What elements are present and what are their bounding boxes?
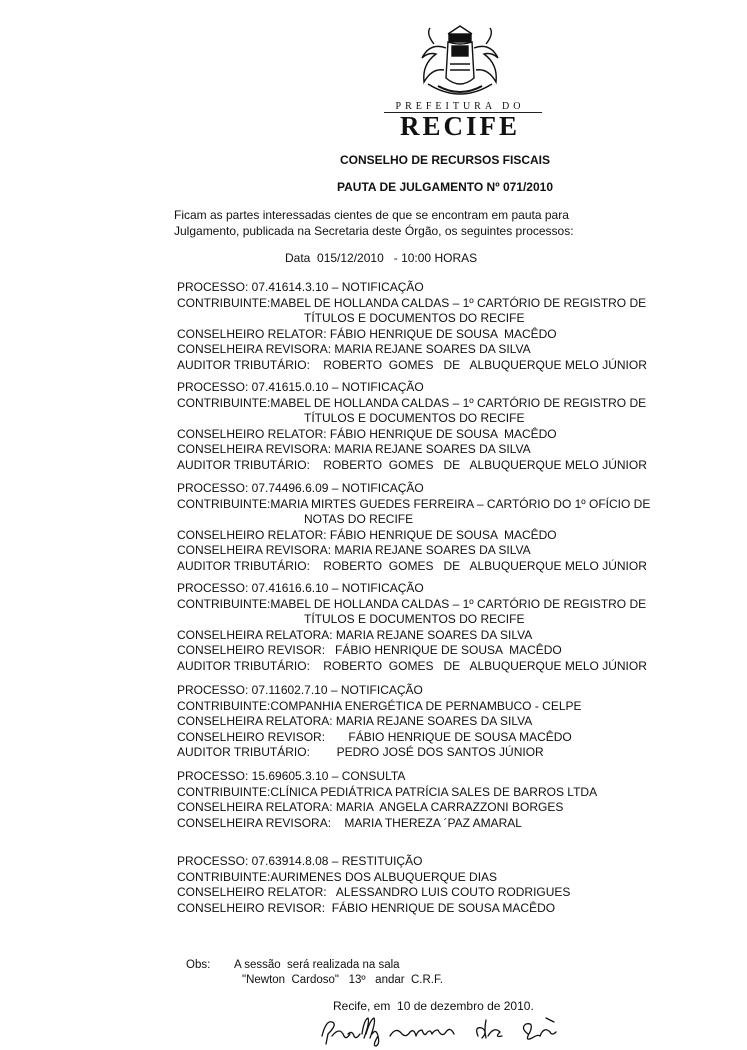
taxpayer: CONTRIBUINTE:MABEL DE HOLLANDA CALDAS – 1º CARTÓRIO DE REGISTRO DE	[177, 295, 647, 310]
intro-paragraph	[174, 207, 674, 239]
rapporteur: CONSELHEIRO RELATOR: ALESSANDRO LUIS COUTO RODRIGUES	[177, 885, 571, 899]
place-and-date: Recife, em 10 de dezembro de 2010.	[333, 999, 534, 1013]
tax-auditor: AUDITOR TRIBUTÁRIO: ROBERTO GOMES DE ALBUQUERQUE MELO JÚNIOR	[177, 658, 647, 673]
taxpayer-continuation: NOTAS DO RECIFE	[304, 512, 414, 526]
process-entry	[177, 581, 697, 674]
process-number: PROCESSO: 07.74496.6.09 – NOTIFICAÇÃO	[177, 481, 424, 495]
process-number: PROCESSO: 07.41614.3.10 – NOTIFICAÇÃO	[177, 280, 424, 294]
rapporteur: CONSELHEIRA RELATORA: MARIA REJANE SOARES DA SILVA	[177, 627, 533, 642]
taxpayer-continuation: TÍTULOS E DOCUMENTOS DO RECIFE	[304, 311, 525, 325]
process-entry	[177, 380, 697, 473]
rapporteur: CONSELHEIRO RELATOR: FÁBIO HENRIQUE DE SOUSA MACÊDO	[177, 527, 557, 542]
intro-line: Ficam as partes interessadas cientes de que se encontram em pauta para	[174, 208, 569, 222]
handwritten-signature	[318, 1014, 578, 1048]
taxpayer-continuation: TÍTULOS E DOCUMENTOS DO RECIFE	[304, 411, 525, 425]
reviewer: CONSELHEIRA REVISORA: MARIA THEREZA ´PAZ AMARAL	[177, 815, 522, 830]
taxpayer: CONTRIBUINTE:AURIMENES DOS ALBUQUERQUE DIAS	[177, 869, 498, 884]
taxpayer: CONTRIBUINTE:MABEL DE HOLLANDA CALDAS – 1º CARTÓRIO DE REGISTRO DE	[177, 395, 647, 410]
reviewer: CONSELHEIRA REVISORA: MARIA REJANE SOARES DA SILVA	[177, 342, 531, 356]
rapporteur: CONSELHEIRO RELATOR: FÁBIO HENRIQUE DE SOUSA MACÊDO	[177, 426, 557, 441]
process-number: PROCESSO: 07.63914.8.08 – RESTITUIÇÃO	[177, 854, 423, 868]
tax-auditor: AUDITOR TRIBUTÁRIO: PEDRO JOSÉ DOS SANTOS JÚNIOR	[177, 745, 544, 759]
taxpayer: CONTRIBUINTE:CLÍNICA PEDIÁTRICA PATRÍCIA SALES DE BARROS LTDA	[177, 784, 598, 799]
reviewer: CONSELHEIRA REVISORA: MARIA REJANE SOARES DA SILVA	[177, 543, 531, 557]
process-number: PROCESSO: 15.69605.3.10 – CONSULTA	[177, 769, 406, 783]
rapporteur: CONSELHEIRA RELATORA: MARIA REJANE SOARES DA SILVA	[177, 714, 533, 728]
reviewer: CONSELHEIRA REVISORA: MARIA REJANE SOARES DA SILVA	[177, 442, 531, 456]
tax-auditor: AUDITOR TRIBUTÁRIO: ROBERTO GOMES DE ALBUQUERQUE MELO JÚNIOR	[177, 457, 647, 472]
taxpayer: CONTRIBUINTE:MABEL DE HOLLANDA CALDAS – 1º CARTÓRIO DE REGISTRO DE	[177, 596, 647, 611]
taxpayer: CONTRIBUINTE:COMPANHIA ENERGÉTICA DE PERNAMBUCO - CELPE	[177, 698, 582, 713]
observation-text: A sessão será realizada na sala	[234, 959, 400, 971]
reviewer: CONSELHEIRO REVISOR: FÁBIO HENRIQUE DE SOUSA MACÊDO	[177, 729, 572, 744]
tax-auditor: AUDITOR TRIBUTÁRIO: ROBERTO GOMES DE ALBUQUERQUE MELO JÚNIOR	[177, 558, 647, 573]
rapporteur: CONSELHEIRA RELATORA: MARIA ANGELA CARRAZZONI BORGES	[177, 800, 564, 814]
tax-auditor: AUDITOR TRIBUTÁRIO: ROBERTO GOMES DE ALBUQUERQUE MELO JÚNIOR	[177, 357, 647, 372]
process-entry	[177, 683, 697, 761]
intro-line: Julgamento, publicada na Secretaria deste Órgão, os seguintes processos:	[174, 224, 574, 238]
coat-of-arms-icon	[408, 24, 512, 104]
session-datetime: Data 015/12/2010 - 10:00 HORAS	[285, 251, 478, 265]
reviewer: CONSELHEIRO REVISOR: FÁBIO HENRIQUE DE SOUSA MACÊDO	[177, 643, 562, 657]
process-entry	[177, 854, 697, 916]
taxpayer: CONTRIBUINTE:MARIA MIRTES GUEDES FERREIRA – CARTÓRIO DO 1º OFÍCIO DE	[177, 496, 651, 511]
process-entry	[177, 481, 697, 574]
org-name-large: RECIFE	[399, 111, 520, 141]
process-number: PROCESSO: 07.41615.0.10 – NOTIFICAÇÃO	[177, 380, 424, 394]
reviewer: CONSELHEIRO REVISOR: FÁBIO HENRIQUE DE SOUSA MACÊDO	[177, 900, 556, 915]
observation-label: Obs:	[186, 959, 211, 971]
process-number: PROCESSO: 07.11602.7.10 – NOTIFICAÇÃO	[177, 683, 423, 697]
taxpayer-continuation: TÍTULOS E DOCUMENTOS DO RECIFE	[304, 612, 525, 626]
observation-room: "Newton Cardoso" 13º andar C.R.F.	[242, 974, 443, 986]
rapporteur: CONSELHEIRO RELATOR: FÁBIO HENRIQUE DE SOUSA MACÊDO	[177, 326, 557, 341]
process-number: PROCESSO: 07.41616.6.10 – NOTIFICAÇÃO	[177, 581, 424, 595]
org-name-small: PREFEITURA DO	[395, 101, 525, 112]
process-entry	[177, 280, 697, 373]
council-heading: CONSELHO DE RECURSOS FISCAIS	[339, 153, 551, 167]
process-entry	[177, 769, 697, 831]
agenda-title: PAUTA DE JULGAMENTO Nº 071/2010	[337, 180, 553, 194]
